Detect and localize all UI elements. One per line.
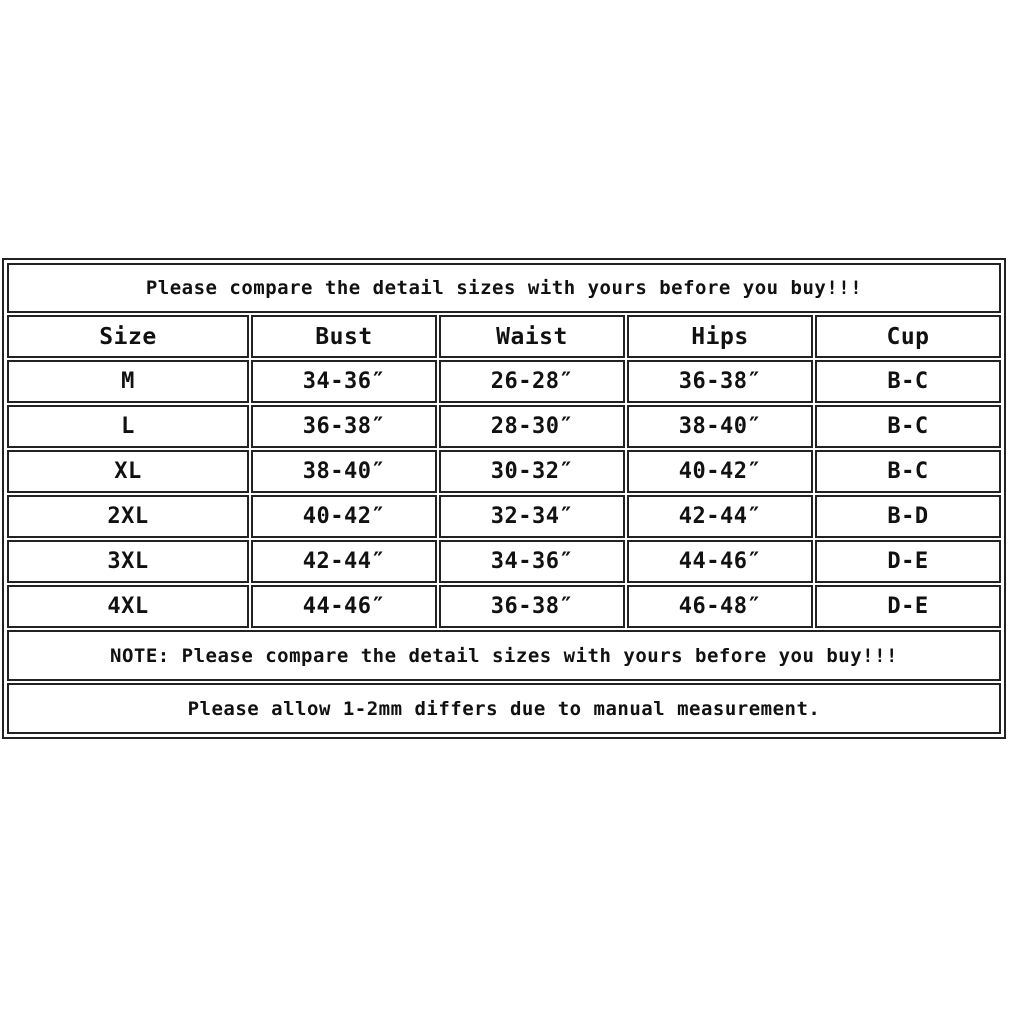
table-row [6,449,1002,494]
table-row [6,584,1002,629]
cell-bust: 40-42″ [251,495,437,538]
cell-size: L [7,405,249,448]
cell-hips: 44-46″ [627,540,813,583]
cell-waist: 32-34″ [439,495,625,538]
cell-bust: 44-46″ [251,585,437,628]
cell-hips: 40-42″ [627,450,813,493]
header-hips: Hips [627,315,813,358]
banner-row [6,262,1002,314]
cell-hips: 36-38″ [627,360,813,403]
table-row [6,494,1002,539]
cell-cup: B-D [815,495,1001,538]
cell-size: XL [7,450,249,493]
cell-cup: B-C [815,450,1001,493]
cell-cup: B-C [815,405,1001,448]
cell-size: 4XL [7,585,249,628]
cell-bust: 36-38″ [251,405,437,448]
note-row [6,629,1002,682]
cell-size: 2XL [7,495,249,538]
cell-hips: 38-40″ [627,405,813,448]
size-chart-table [2,258,1006,739]
header-row [6,314,1002,359]
cell-bust: 42-44″ [251,540,437,583]
cell-hips: 42-44″ [627,495,813,538]
cell-cup: D-E [815,540,1001,583]
cell-waist: 26-28″ [439,360,625,403]
table-row [6,359,1002,404]
footer-text: Please allow 1-2mm differs due to manual measurement. [7,683,1001,734]
cell-waist: 34-36″ [439,540,625,583]
cell-size: M [7,360,249,403]
cell-hips: 46-48″ [627,585,813,628]
header-waist: Waist [439,315,625,358]
cell-waist: 36-38″ [439,585,625,628]
banner-text: Please compare the detail sizes with yours before you buy!!! [7,263,1001,313]
table-row [6,404,1002,449]
cell-waist: 30-32″ [439,450,625,493]
cell-bust: 34-36″ [251,360,437,403]
header-bust: Bust [251,315,437,358]
header-cup: Cup [815,315,1001,358]
footer-row [6,682,1002,735]
header-size: Size [7,315,249,358]
note-text: NOTE: Please compare the detail sizes with yours before you buy!!! [7,630,1001,681]
cell-bust: 38-40″ [251,450,437,493]
cell-waist: 28-30″ [439,405,625,448]
cell-size: 3XL [7,540,249,583]
table-row [6,539,1002,584]
cell-cup: B-C [815,360,1001,403]
cell-cup: D-E [815,585,1001,628]
